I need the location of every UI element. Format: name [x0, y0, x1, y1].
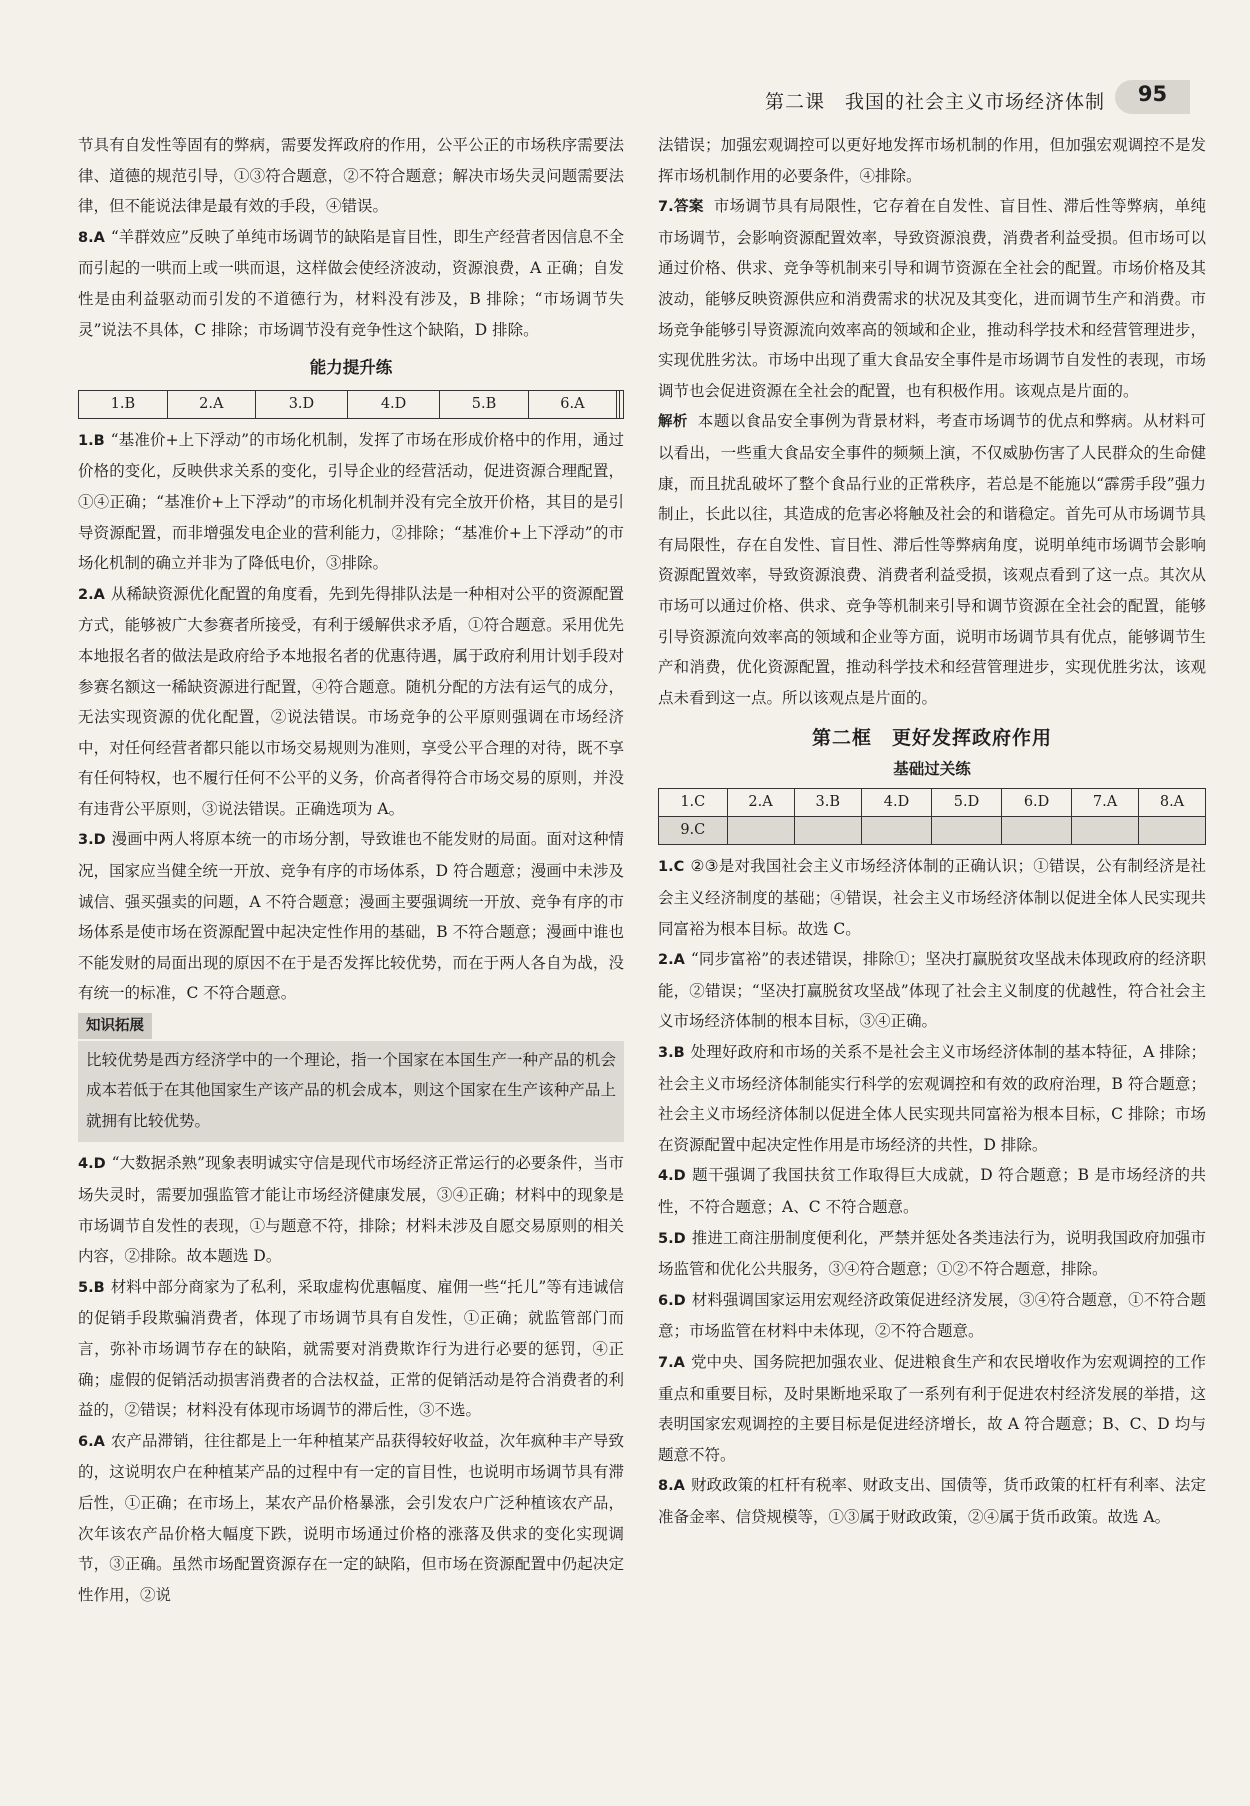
answer-number: 8.A: [78, 229, 105, 246]
answer-text: 财政政策的杠杆有税率、财政支出、国债等，货币政策的杠杆有利率、法定准备金率、信贷规模等，①③属于财政政策，②④属于货币政策。故选 A。: [658, 1476, 1206, 1526]
answer-number: 2.A: [78, 586, 105, 603]
table-cell: [1072, 817, 1139, 845]
table-cell: 4.D: [862, 789, 932, 817]
answer-text: 处理好政府和市场的关系不是社会主义市场经济体制的基本特征，A 排除；社会主义市场经济体制能实行科学的宏观调控和有效的政府治理，B 符合题意；社会主义市场经济体制以促进全体人民实现共同富裕为根本目标，C 排除；市场在资源配置中起决定性作用是市场经济的共性，D 排除。: [658, 1043, 1206, 1154]
table-cell: 5.B: [440, 390, 529, 418]
answer-item-b3: [658, 1037, 1206, 1160]
table-cell: 8.A: [1139, 789, 1206, 817]
answer-number: 8.A: [658, 1478, 685, 1495]
answer-text: “同步富裕”的表述错误，排除①；坚决打赢脱贫攻坚战未体现政府的经济职能，②错误；“坚决打赢脱贫攻坚战”体现了社会主义制度的优越性，符合社会主义市场经济体制的根本目标，③④正确。: [658, 950, 1206, 1031]
table-row: [659, 789, 1206, 817]
tip-body: 比较优势是西方经济学中的一个理论，指一个国家在本国生产一种产品的机会成本若低于在其他国家生产该产品的机会成本，则这个国家在生产该种产品上就拥有比较优势。: [78, 1041, 624, 1143]
answer-item-6: [78, 1426, 624, 1611]
answer-text: 材料中部分商家为了私利，采取虚构优惠幅度、雇佣一些“托儿”等有违诚信的促销手段欺骗消费者，体现了市场调节具有自发性，①正确；就监管部门而言，弥补市场调节存在的缺陷，就需要对消费欺诈行为进行必要的惩罚，④正确；虚假的促销活动损害消费者的合法权益，正常的促销活动是符合消费者的利益的，②错误；材料没有体现市场调节的滞后性，③不选。: [78, 1277, 624, 1420]
table-cell: 6.D: [1002, 789, 1072, 817]
answer-text: 推进工商注册制度便利化，严禁并惩处各类违法行为，说明我国政府加强市场监管和优化公共服务，③④符合题意；①②不符合题意，排除。: [658, 1228, 1206, 1279]
tip-title: 知识拓展: [78, 1013, 152, 1039]
knowledge-extension-box: [78, 1009, 624, 1142]
page-header: [0, 78, 1250, 118]
answer-table: [78, 390, 624, 419]
section-subtitle: 基础过关练: [893, 759, 971, 778]
answer-table: [658, 788, 1206, 845]
answer-item-8: [78, 222, 624, 345]
answer-item-b2: [658, 944, 1206, 1037]
answer-number: 6.D: [658, 1292, 686, 1309]
answer-item-1: [78, 425, 624, 579]
answer-text: “羊群效应”反映了单纯市场调节的缺陷是盲目性，即生产经营者因信息不全而引起的一哄而上或一哄而退，这样做会使经济波动，资源浪费，A 正确；自发性是由利益驱动而引发的不道德行为，材料没有涉及，B 排除；“市场调节失灵”说法不具体，C 排除；市场调节没有竞争性这个缺陷，D 排除。: [78, 227, 624, 339]
analysis-label: 解析: [658, 414, 688, 431]
answer-number: 4.D: [658, 1168, 686, 1185]
table-cell: [1002, 817, 1072, 845]
answer-item-7: [658, 191, 1206, 406]
answer-text: 党中央、国务院把加强农业、促进粮食生产和农民增收作为宏观调控的工作重点和重要目标，及时果断地采取了一系列有利于促进农村经济发展的举措，这表明国家宏观调控的主要目标是促进经济增长，故 A 符合题意；B、C、D 均与题意不符。: [658, 1352, 1206, 1464]
table-cell: 3.B: [794, 789, 861, 817]
table-cell: [620, 390, 624, 418]
answer-text: “大数据杀熟”现象表明诚实守信是现代市场经济正常运行的必要条件，当市场失灵时，需要加强监管才能让市场经济健康发展，③④正确；材料中的现象是市场调节自发性的表现，①与题意不符，排除；材料未涉及自愿交易原则的相关内容，②排除。故本题选 D。: [78, 1154, 624, 1266]
table-cell: 5.D: [932, 789, 1002, 817]
answer-text: 题干强调了我国扶贫工作取得巨大成就，D 符合题意；B 是市场经济的共性，不符合题意；A、C 不符合题意。: [658, 1166, 1206, 1216]
right-column: [658, 130, 1206, 1533]
page-number-tab: [1115, 80, 1190, 114]
answer-text: 农产品滞销，往往都是上一年种植某产品获得较好收益，次年疯种丰产导致的，这说明农户在种植某产品的过程中有一定的盲目性，也说明市场调节具有滞后性，①正确；在市场上，某农产品价格暴涨，会引发农户广泛种植该农产品，次年该农产品价格大幅度下跌，说明市场通过价格的涨落及供求的变化实现调节，③正确。虽然市场配置资源存在一定的缺陷，但市场在资源配置中仍起决定性作用，②说: [78, 1431, 624, 1604]
table-cell: 7.A: [1072, 789, 1139, 817]
answer-number: 1.C: [658, 859, 685, 876]
answer-item-b8: [658, 1470, 1206, 1532]
answer-item-3: [78, 824, 624, 1009]
answer-item-b6: [658, 1285, 1206, 1347]
answer-text: 材料强调国家运用宏观经济政策促进经济发展，③④符合题意，①不符合题意；市场监管在材料中未体现，②不符合题意。: [658, 1290, 1206, 1341]
answer-item-b4: [658, 1160, 1206, 1222]
answer-item-b1: [658, 851, 1206, 944]
section-heading: 能力提升练: [309, 358, 393, 378]
answer-label: 7.答案: [658, 199, 704, 216]
answer-text: “基准价+上下浮动”的市场化机制，发挥了市场在形成价格中的作用，通过价格的变化，反映供求关系的变化，引导企业的经营活动，促进资源合理配置，①④正确；“基准价+上下浮动”的市场化机制并没有完全放开价格，其目的是引导资源配置，而非增强发电企业的营利能力，②排除；“基准价+上下浮动”的市场化机制的确立并非为了降低电价，③排除。: [78, 430, 624, 573]
table-cell: 3.D: [255, 390, 347, 418]
answer-number: 6.A: [78, 1433, 105, 1450]
table-cell: 1.B: [79, 390, 168, 418]
answer-item-4: [78, 1148, 624, 1271]
answer-text: 漫画中两人将原本统一的市场分割，导致谁也不能发财的局面。面对这种情况，国家应当健全统一开放、竞争有序的市场体系，D 符合题意；漫画中未涉及诚信、强买强卖的问题，A 不符合题意；漫画主要强调统一开放、竞争有序的市场体系是使市场在资源配置中起决定性作用的基础，B 不符合题意；漫画中谁也不能发财的局面出现的原因不在于是否发挥比较优势，而在于两人各自为战，没有统一的标准，C 不符合题意。: [78, 830, 624, 1003]
answer-number: 1.B: [78, 432, 105, 449]
table-cell: 6.A: [528, 390, 616, 418]
analysis: [658, 406, 1206, 713]
answer-number: 4.D: [78, 1156, 106, 1173]
answer-item-2: [78, 579, 624, 825]
answer-text: ②③是对我国社会主义市场经济体制的正确认识；①错误，公有制经济是社会主义经济制度的基础；④错误，社会主义市场经济体制以促进全体人民实现共同富裕为根本目标。故选 C。: [658, 857, 1206, 938]
table-cell: [862, 817, 932, 845]
table-cell: 1.C: [659, 789, 728, 817]
table-cell: [932, 817, 1002, 845]
answer-number: 3.B: [658, 1045, 685, 1062]
chapter-title: 第二课 我国的社会主义市场经济体制: [764, 91, 1105, 113]
answer-number: 7.A: [658, 1354, 685, 1371]
table-cell: 2.A: [727, 789, 794, 817]
table-cell: 9.C: [659, 817, 728, 845]
paragraph-continued: 节具有自发性等固有的弊病，需要发挥政府的作用，公平公正的市场秩序需要法律、道德的规范引导，①③符合题意，②不符合题意；解决市场失灵问题需要法律，但不能说法律是最有效的手段，④错误。: [78, 136, 624, 216]
answer-item-b7: [658, 1347, 1206, 1470]
answer-number: 2.A: [658, 952, 685, 969]
table-cell: 2.A: [167, 390, 255, 418]
table-cell: [1139, 817, 1206, 845]
answer-number: 5.B: [78, 1279, 105, 1296]
table-cell: [727, 817, 794, 845]
answer-item-b5: [658, 1223, 1206, 1285]
table-cell: 4.D: [348, 390, 440, 418]
left-column: [78, 130, 624, 1610]
answer-text: 市场调节具有局限性，它存着在自发性、盲目性、滞后性等弊病，单纯市场调节，会影响资源配置效率，导致资源浪费，消费者利益受损。但市场可以通过价格、供求、竞争等机制来引导和调节资源在全社会的配置。市场价格及其波动，能够反映资源供应和消费需求的状况及其变化，进而调节生产和消费。市场竞争能够引导资源流向效率高的领域和企业，推动科学技术和经营管理进步，实现优胜劣汰。市场中出现了重大食品安全事件是市场调节自发性的表现，市场调节也会促进资源在全社会的配置，也有积极作用。该观点是片面的。: [658, 197, 1206, 400]
answer-number: 5.D: [658, 1230, 686, 1247]
answer-item-5: [78, 1272, 624, 1426]
paragraph-continued: 法错误；加强宏观调控可以更好地发挥市场机制的作用，但加强宏观调控不是发挥市场机制作用的必要条件，④排除。: [658, 136, 1206, 185]
answer-number: 3.D: [78, 832, 106, 849]
table-cell: [794, 817, 861, 845]
table-row: [79, 390, 624, 418]
table-row: [659, 817, 1206, 845]
page-number: 95: [1137, 82, 1168, 106]
section-title: 第二框 更好发挥政府作用: [811, 727, 1052, 750]
analysis-text: 本题以食品安全事例为背景材料，考查市场调节的优点和弊病。从材料可以看出，一些重大食品安全事件的频频上演，不仅威胁伤害了人民群众的生命健康，而且扰乱破坏了整个食品行业的正常秩序，若总是不能施以“霹雳手段”强力制止，长此以往，其造成的危害必将触及社会的和谐稳定。首先可从市场调节具有局限性，存在自发性、盲目性、滞后性等弊病角度，说明单纯市场调节会影响资源配置效率，导致资源浪费、消费者利益受损，该观点看到了这一点。其次从市场可以通过价格、供求、竞争等机制来引导和调节资源在全社会的配置，能够引导资源流向效率高的领域和企业等方面，说明市场调节具有优点，能够调节生产和消费，优化资源配置，推动科学技术和经营管理进步，实现优胜劣汰，该观点未看到这一点。所以该观点是片面的。: [658, 412, 1206, 707]
answer-text: 从稀缺资源优化配置的角度看，先到先得排队法是一种相对公平的资源配置方式，能够被广大参赛者所接受，有利于缓解供求矛盾，①符合题意。采用优先本地报名者的做法是政府给予本地报名者的优惠待遇，属于政府利用计划手段对参赛名额这一稀缺资源进行配置，④符合题意。随机分配的方法有运气的成分，无法实现资源的优化配置，②说法错误。市场竞争的公平原则强调在市场经济中，对任何经营者都只能以市场交易规则为准则，享受公平合理的对待，既不享有任何特权，也不履行任何不公平的义务，价高者得符合市场交易的原则，并没有违背公平原则，③说法错误。正确选项为 A。: [78, 584, 624, 818]
